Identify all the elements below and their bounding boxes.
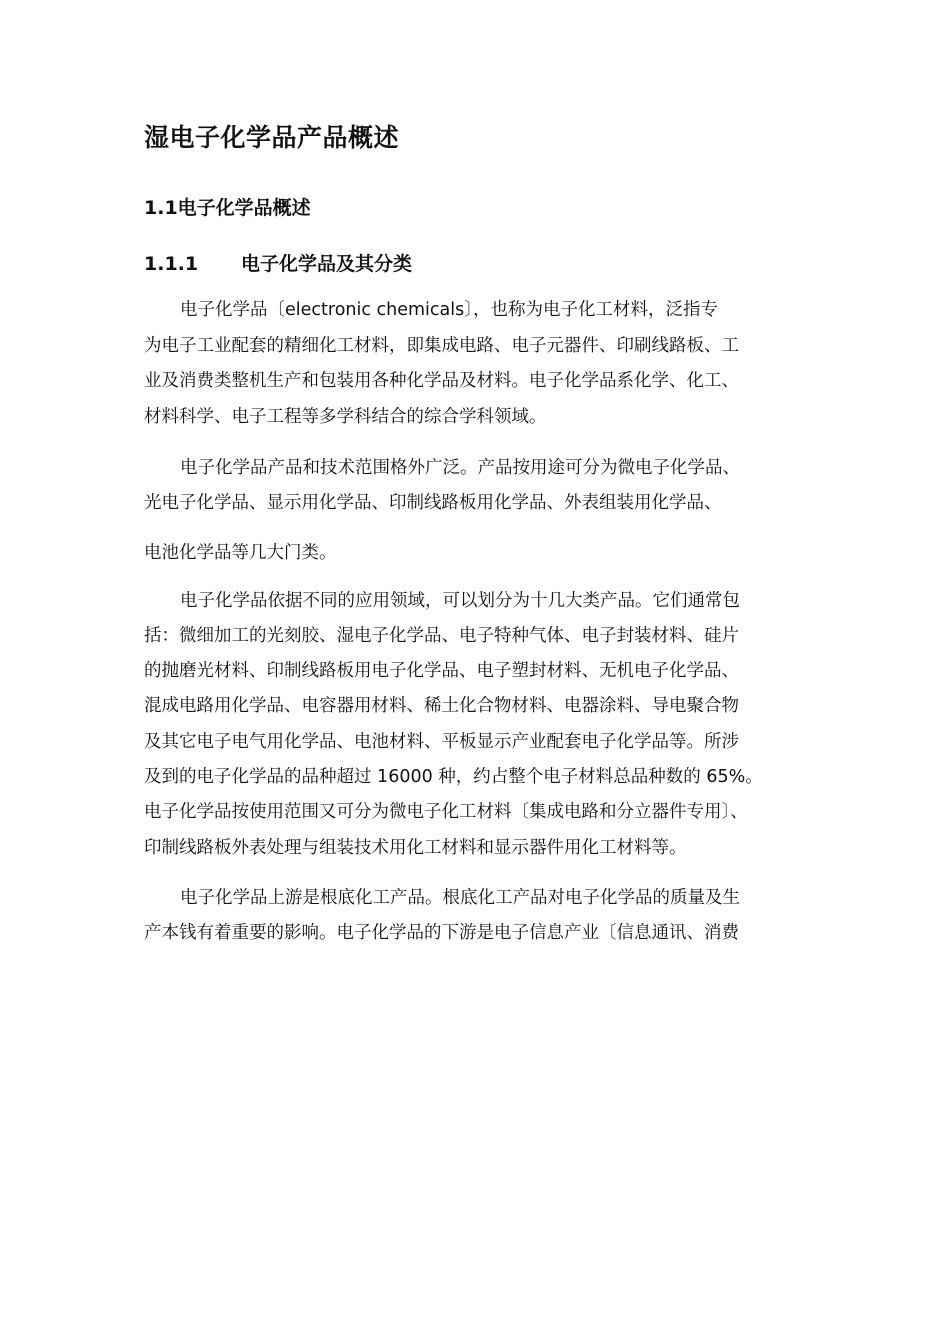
paragraph-4-line: 产本钱有着重要的影响。电子化学品的下游是电子信息产业〔信息通讯、消费 <box>144 923 739 943</box>
paragraph-1-line: 材料科学、电子工程等多学科结合的综合学科领域。 <box>144 407 547 427</box>
subsection-heading <box>144 249 412 276</box>
subsection-number: 1.1.1 <box>144 253 199 275</box>
paragraph-2-line: 电池化学品等几大门类。 <box>144 543 337 563</box>
paragraph-1-line: 为电子工业配套的精细化工材料，即集成电路、电子元器件、印刷线路板、工 <box>144 336 739 356</box>
paragraph-3-line: 及其它电子电气用化学品、电池材料、平板显示产业配套电子化学品等。所涉 <box>144 732 739 752</box>
paragraph-3-line: 括：微细加工的光刻胶、湿电子化学品、电子特种气体、电子封装材料、硅片 <box>144 626 739 646</box>
paragraph-2-line: 电子化学品产品和技术范围格外广泛。产品按用途可分为微电子化学品、 <box>180 458 740 478</box>
subsection-title: 电子化学品及其分类 <box>241 253 413 275</box>
paragraph-3-line: 及到的电子化学品的品种超过 16000 种，约占整个电子材料总品种数的 65%。 <box>144 767 763 787</box>
paragraph-1-line: 电子化学品〔electronic chemicals〕，也称为电子化工材料，泛指专 <box>180 300 718 320</box>
paragraph-3-line: 混成电路用化学品、电容器用材料、稀土化合物材料、电器涂料、导电聚合物 <box>144 696 739 716</box>
section-heading: 1.1电子化学品概述 <box>144 197 311 219</box>
paragraph-2-line: 光电子化学品、显示用化学品、印制线路板用化学品、外表组装用化学品、 <box>144 493 722 513</box>
paragraph-4-line: 电子化学品上游是根底化工产品。根底化工产品对电子化学品的质量及生 <box>180 888 740 908</box>
paragraph-3-line: 电子化学品依据不同的应用领域，可以划分为十几大类产品。它们通常包 <box>180 591 740 611</box>
paragraph-1-line: 业及消费类整机生产和包装用各种化学品及材料。电子化学品系化学、化工、 <box>144 371 739 391</box>
paragraph-3-line: 印制线路板外表处理与组装技术用化工材料和显示器件用化工材料等。 <box>144 838 687 858</box>
paragraph-3-line: 电子化学品按使用范围又可分为微电子化工材料〔集成电路和分立器件专用〕、 <box>144 802 748 822</box>
paragraph-3-line: 的抛磨光材料、印制线路板用电子化学品、电子塑封材料、无机电子化学品、 <box>144 661 739 681</box>
document-title: 湿电子化学品产品概述 <box>144 123 400 152</box>
